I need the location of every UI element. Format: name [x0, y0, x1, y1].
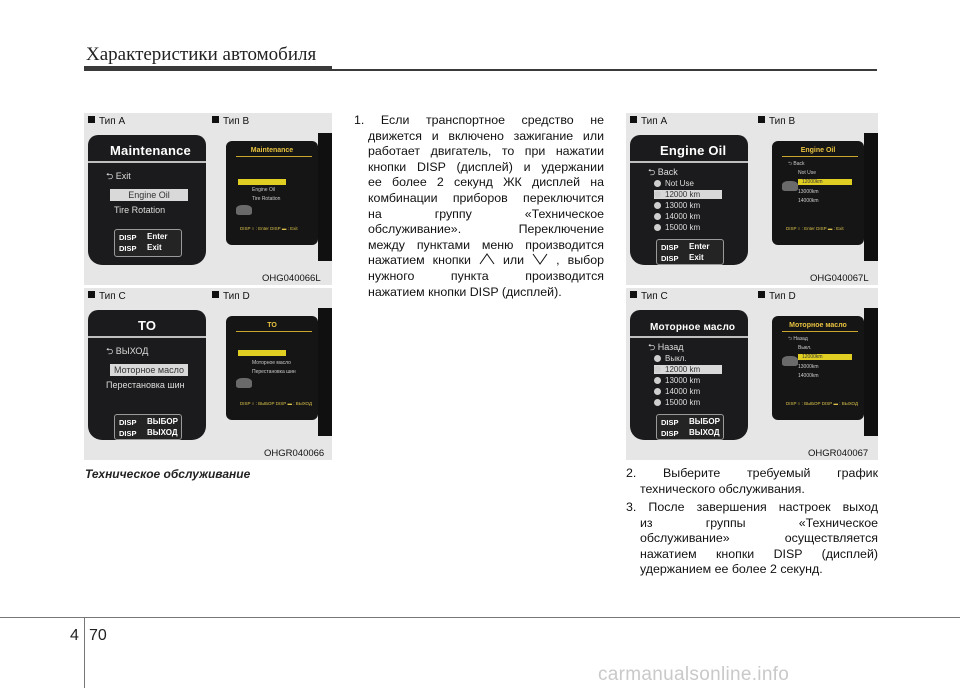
page-header-title: Характеристики автомобиля	[86, 44, 317, 65]
right-figure-bottom	[626, 288, 878, 460]
disp-key-legend: DISP Enter DISP Exit	[114, 229, 182, 257]
label-type-c: Тип C	[88, 291, 126, 302]
disp-key-legend: DISP ВЫБОР DISP ВЫХОД	[656, 414, 724, 440]
option-item-selected: 12000 km	[654, 365, 722, 374]
footer-divider	[84, 618, 85, 688]
menu-item: Tire Rotation	[114, 205, 166, 215]
car-lift-icon	[782, 356, 798, 366]
option-item: 15000 km	[654, 223, 700, 232]
option-item: 13000 km	[654, 201, 700, 210]
mini-selected-bar: 12000km	[798, 179, 852, 185]
mini-item: 14000km	[798, 198, 819, 204]
mini-title: Engine Oil	[800, 147, 836, 154]
mini-footer: DISP ○ : ВЫБОР DISP ▬ : ВЫХОД	[240, 401, 312, 406]
car-lift-icon	[236, 205, 252, 215]
option-item: 14000 km	[654, 387, 700, 396]
mini-back: ⮌ Back	[788, 161, 805, 167]
option-item-selected: 12000 km	[654, 190, 722, 199]
screen-type-a-engine-oil	[630, 135, 748, 265]
mini-item: Not Use	[798, 170, 817, 176]
screen-title: Maintenance	[110, 143, 191, 158]
option-item: Выкл.	[654, 354, 687, 363]
screen-type-b-engine-oil	[772, 141, 864, 245]
mini-title: ТО	[267, 322, 277, 329]
step-2-text: 2. Выберите требуемый график технического обслуживания.	[626, 466, 878, 496]
mini-item: Tire Rotation	[252, 196, 281, 202]
label-type-d: Тип D	[212, 291, 250, 302]
screen-type-c-to	[88, 310, 206, 440]
up-arrow-icon	[479, 253, 495, 265]
disp-key-legend: DISP ВЫБОР DISP ВЫХОД	[114, 414, 182, 440]
screen-title: ТО	[138, 318, 157, 333]
figure-code: OHGR040066	[264, 448, 325, 459]
back-item: ⮌ Назад	[648, 342, 684, 352]
step-1-text: 1. Если транспортное средство не движется и включено зажигание или работает двигатель, то при нажатии кнопки DISP (дисплей) и удержании ее более 2 секунд ЖК дисплей на комбинации приборов переключится на группу «Техническое обслуживание». Переключение между пунктами меню производится нажатием кнопки или , выбор нужного пункта производится нажатием кнопки DISP (дисплей).	[354, 113, 604, 299]
label-type-b: Тип B	[758, 116, 795, 127]
label-type-c: Тип C	[630, 291, 668, 302]
screen-type-a-maintenance	[88, 135, 206, 265]
figure-caption: Техническое обслуживание	[85, 467, 251, 481]
car-lift-icon	[782, 181, 798, 191]
back-item: ⮌ Back	[648, 167, 678, 177]
highlighted-item: Engine Oil	[110, 189, 188, 201]
label-type-a: Тип A	[630, 116, 667, 127]
mini-title: Моторное масло	[789, 322, 847, 329]
figure-code: OHG040066L	[262, 273, 321, 284]
screen-type-c-motor-oil	[630, 310, 748, 440]
mini-item: Engine Oil	[252, 187, 276, 193]
option-item: 13000 km	[654, 376, 700, 385]
screen-type-b-maintenance	[226, 141, 318, 245]
label-type-b: Тип B	[212, 116, 249, 127]
mini-footer: DISP ○ : ВЫБОР DISP ▬ : ВЫХОД	[786, 401, 858, 406]
figure-code: OHG040067L	[810, 273, 869, 284]
right-figure-top	[626, 113, 878, 285]
mini-item: Моторное масло	[252, 360, 291, 366]
label-type-a: Тип A	[88, 116, 125, 127]
mini-item: 13000km	[798, 364, 819, 370]
page-number: 70	[89, 627, 107, 644]
step-3-text: 3. После завершения настроек выход из группы «Техническое обслуживание» осуществляется нажатием кнопки DISP (дисплей) удержанием ее более 2 секунд.	[626, 500, 878, 577]
header-rule-thin	[332, 69, 877, 71]
mini-title: Maintenance	[250, 147, 294, 154]
option-item: Not Use	[654, 179, 694, 188]
screen-title: Engine Oil	[660, 143, 727, 158]
footer-rule	[0, 617, 960, 618]
mini-back: ⮌ Назад	[788, 336, 808, 342]
option-item: 14000 km	[654, 212, 700, 221]
back-item: ⮌ ВЫХОД	[106, 346, 149, 356]
mini-footer: DISP ○ : Enter DISP ▬ : Exit	[240, 226, 298, 231]
highlighted-item: Моторное масло	[110, 364, 188, 376]
chapter-number: 4	[70, 627, 79, 644]
header-rule-thick	[84, 66, 332, 71]
watermark: carmanualsonline.info	[598, 664, 790, 685]
mini-item: Перестановка шин	[252, 369, 296, 375]
down-arrow-icon	[532, 253, 548, 265]
left-figure-top	[84, 113, 332, 285]
screen-type-d-motor-oil	[772, 316, 864, 420]
mini-item: Выкл.	[798, 345, 812, 351]
mini-item: 13000km	[798, 189, 819, 195]
screen-title: Моторное масло	[650, 322, 736, 333]
option-item: 15000 km	[654, 398, 700, 407]
label-type-d: Тип D	[758, 291, 796, 302]
mini-item: 14000km	[798, 373, 819, 379]
menu-item: Перестановка шин	[106, 380, 185, 390]
back-item: ⮌ Exit	[106, 171, 131, 181]
screen-type-d-to	[226, 316, 318, 420]
mini-selected-bar: 12000km	[798, 354, 852, 360]
left-figure-bottom	[84, 288, 332, 460]
car-lift-icon	[236, 378, 252, 388]
disp-key-legend: DISP Enter DISP Exit	[656, 239, 724, 265]
figure-code: OHGR040067	[808, 448, 869, 459]
mini-footer: DISP ○ : Enter DISP ▬ : Exit	[786, 226, 844, 231]
